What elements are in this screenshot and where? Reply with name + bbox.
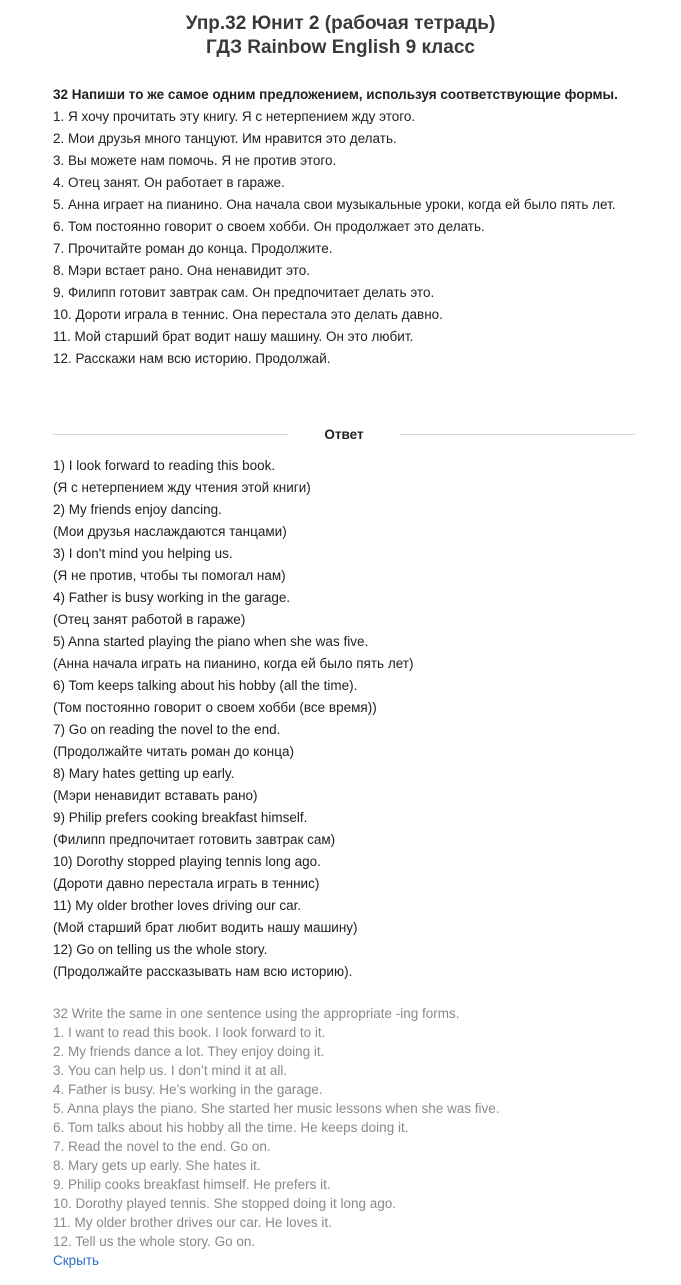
answer-line: (Мои друзья наслаждаются танцами) [53, 524, 287, 539]
task-heading: 32 Напиши то же самое одним предложением, используя соответствующие формы. [53, 87, 618, 102]
english-line: 12. Tell us the whole story. Go on. [53, 1234, 256, 1249]
task-block [53, 84, 653, 370]
answer-line: 1) I look forward to reading this book. [53, 458, 276, 473]
answer-line: 11) My older brother loves driving our car. [53, 898, 302, 913]
answer-line: 7) Go on reading the novel to the end. [53, 722, 281, 737]
answer-line: 9) Philip prefers cooking breakfast himself. [53, 810, 308, 825]
task-item: 12. Расскажи нам всю историю. Продолжай. [53, 351, 331, 366]
answer-line: 2) My friends enjoy dancing. [53, 502, 222, 517]
answer-divider [53, 424, 635, 446]
task-item: 10. Дороти играла в теннис. Она перестала это делать давно. [53, 307, 443, 322]
task-item: 9. Филипп готовит завтрак сам. Он предпочитает делать это. [53, 285, 435, 300]
answer-line: (Продолжайте читать роман до конца) [53, 744, 294, 759]
task-item: 6. Том постоянно говорит о своем хобби. Он продолжает это делать. [53, 219, 485, 234]
english-original-block [53, 1004, 653, 1251]
answer-line: (Том постоянно говорит о своем хобби (все время)) [53, 700, 377, 715]
task-item: 8. Мэри встает рано. Она ненавидит это. [53, 263, 310, 278]
task-item: 1. Я хочу прочитать эту книгу. Я с нетерпением жду этого. [53, 109, 416, 124]
answer-line: (Анна начала играть на пианино, когда ей было пять лет) [53, 656, 414, 671]
english-line: 8. Mary gets up early. She hates it. [53, 1158, 261, 1173]
task-item: 2. Мои друзья много танцуют. Им нравится это делать. [53, 131, 397, 146]
english-line: 2. My friends dance a lot. They enjoy doing it. [53, 1044, 325, 1059]
answer-line: (Филипп предпочитает готовить завтрак сам) [53, 832, 336, 847]
answer-line: 6) Tom keeps talking about his hobby (all the time). [53, 678, 358, 693]
title-line-2: ГДЗ Rainbow English 9 класс [206, 37, 475, 58]
divider-rule-left [53, 434, 289, 435]
divider-rule-right [399, 434, 635, 435]
answer-line: (Я с нетерпением жду чтения этой книги) [53, 480, 311, 495]
english-line: 1. I want to read this book. I look forward to it. [53, 1025, 326, 1040]
english-line: 6. Tom talks about his hobby all the time. He keeps doing it. [53, 1120, 409, 1135]
english-line: 7. Read the novel to the end. Go on. [53, 1139, 271, 1154]
english-line: 5. Anna plays the piano. She started her music lessons when she was five. [53, 1101, 500, 1116]
title-line-1: Упр.32 Юнит 2 (рабочая тетрадь) [185, 13, 496, 34]
answer-block [53, 455, 653, 983]
english-line: 3. You can help us. I don’t mind it at all. [53, 1063, 288, 1078]
answer-line: (Мой старший брат любит водить нашу машину) [53, 920, 358, 935]
english-line: 11. My older brother drives our car. He loves it. [53, 1215, 332, 1230]
answer-line: 3) I don't mind you helping us. [53, 546, 233, 561]
answer-line: (Продолжайте рассказывать нам всю историю). [53, 964, 353, 979]
english-line: 10. Dorothy played tennis. She stopped doing it long ago. [53, 1196, 396, 1211]
task-item: 11. Мой старший брат водит нашу машину. Он это любит. [53, 329, 414, 344]
task-item: 4. Отец занят. Он работает в гараже. [53, 175, 285, 190]
page-title [0, 12, 681, 60]
hide-link[interactable]: Скрыть [53, 1253, 100, 1268]
answer-line: 10) Dorothy stopped playing tennis long ago. [53, 854, 321, 869]
english-line: 9. Philip cooks breakfast himself. He prefers it. [53, 1177, 331, 1192]
answer-line: 5) Anna started playing the piano when she was five. [53, 634, 369, 649]
english-line: 32 Write the same in one sentence using the appropriate -ing forms. [53, 1006, 460, 1021]
answer-line: (Отец занят работой в гараже) [53, 612, 246, 627]
answer-line: (Дороти давно перестала играть в теннис) [53, 876, 320, 891]
answer-line: 4) Father is busy working in the garage. [53, 590, 291, 605]
task-item: 5. Анна играет на пианино. Она начала свои музыкальные уроки, когда ей было пять лет. [53, 197, 616, 212]
answer-line: (Я не против, чтобы ты помогал нам) [53, 568, 286, 583]
answer-line: (Мэри ненавидит вставать рано) [53, 788, 258, 803]
answer-line: 8) Mary hates getting up early. [53, 766, 235, 781]
answer-heading: Ответ [324, 427, 364, 442]
task-item: 7. Прочитайте роман до конца. Продолжите. [53, 241, 333, 256]
task-item: 3. Вы можете нам помочь. Я не против этого. [53, 153, 337, 168]
english-line: 4. Father is busy. He’s working in the garage. [53, 1082, 323, 1097]
answer-line: 12) Go on telling us the whole story. [53, 942, 268, 957]
